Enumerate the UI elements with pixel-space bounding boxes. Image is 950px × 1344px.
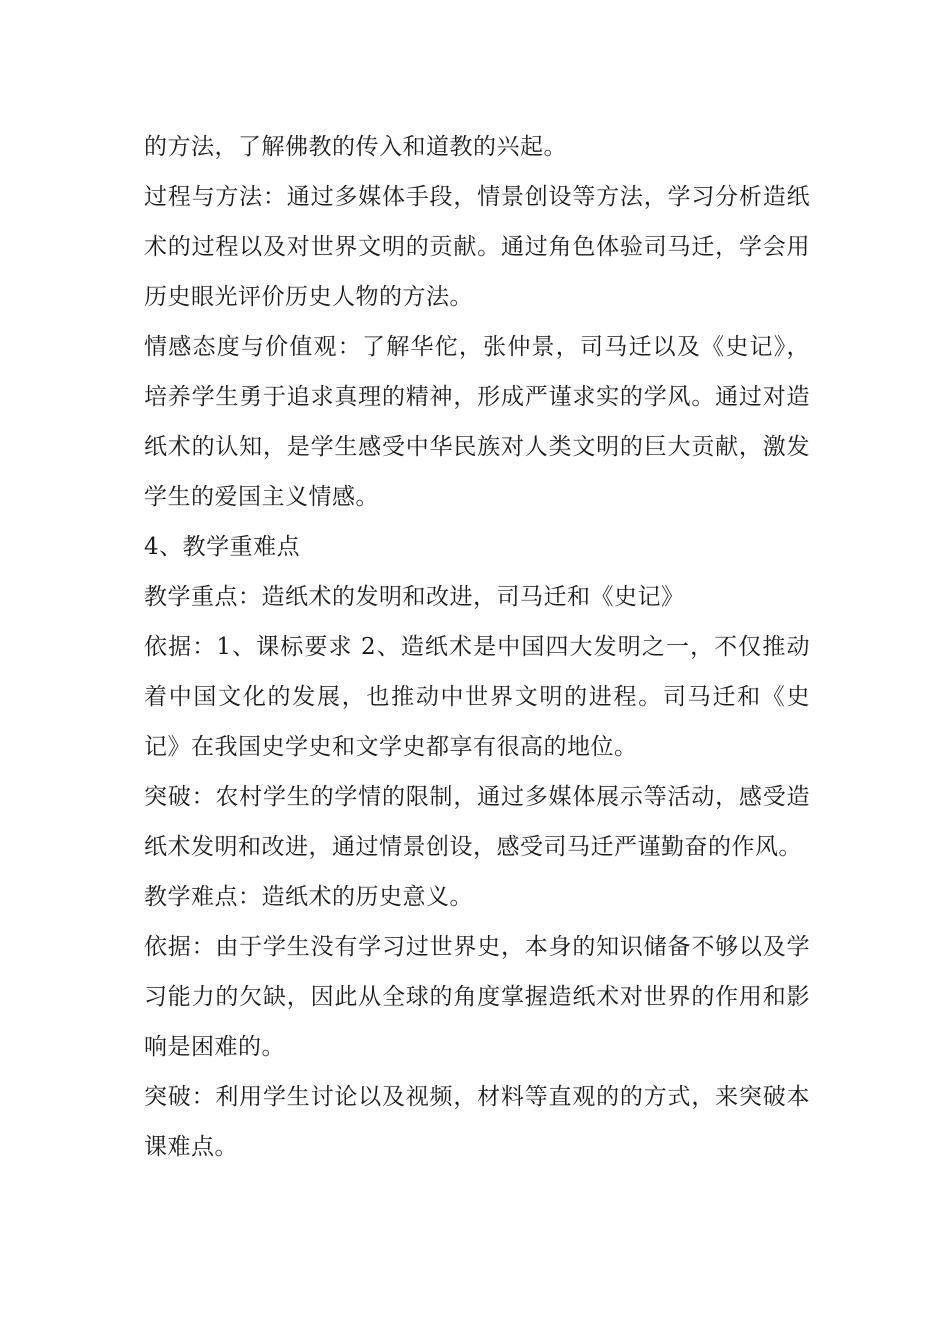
paragraph-difficulty-breakthrough: 突破：利用学生讨论以及视频，材料等直观的的方式，来突破本课难点。 <box>144 1084 810 1160</box>
paragraph-teaching-focus: 教学重点：造纸术的发明和改进，司马迁和《史记》 <box>144 584 685 610</box>
paragraph-focus-breakthrough: 突破：农村学生的学情的限制，通过多媒体展示等活动，感受造纸术发明和改进，通过情景创设，感受司马迁严谨勤奋的作风。 <box>144 784 810 860</box>
paragraph-difficulty-basis: 依据：由于学生没有学习过世界史，本身的知识储备不够以及学习能力的欠缺，因此从全球的角度掌握造纸术对世界的作用和影响是困难的。 <box>144 934 810 1060</box>
paragraph-objectives-continued: 的方法，了解佛教的传入和道教的兴起。 <box>144 134 567 160</box>
document-body <box>144 122 810 1172</box>
paragraph-teaching-difficulty: 教学难点：造纸术的历史意义。 <box>144 884 473 910</box>
paragraph-emotion-and-values: 情感态度与价值观：了解华佗，张仲景，司马迁以及《史记》，培养学生勇于追求真理的精神，形成严谨求实的学风。通过对造纸术的认知，是学生感受中华民族对人类文明的巨大贡献，激发学生的爱国主义情感。 <box>144 334 810 510</box>
paragraph-focus-basis: 依据：1、课标要求 2、造纸术是中国四大发明之一，不仅推动着中国文化的发展，也推动中世界文明的进程。司马迁和《史记》在我国史学史和文学史都享有很高的地位。 <box>144 634 810 760</box>
section-heading-key-difficulties: 4、教学重难点 <box>144 534 301 560</box>
paragraph-process-and-method: 过程与方法：通过多媒体手段，情景创设等方法，学习分析造纸术的过程以及对世界文明的贡献。通过角色体验司马迁，学会用历史眼光评价历史人物的方法。 <box>144 184 810 310</box>
